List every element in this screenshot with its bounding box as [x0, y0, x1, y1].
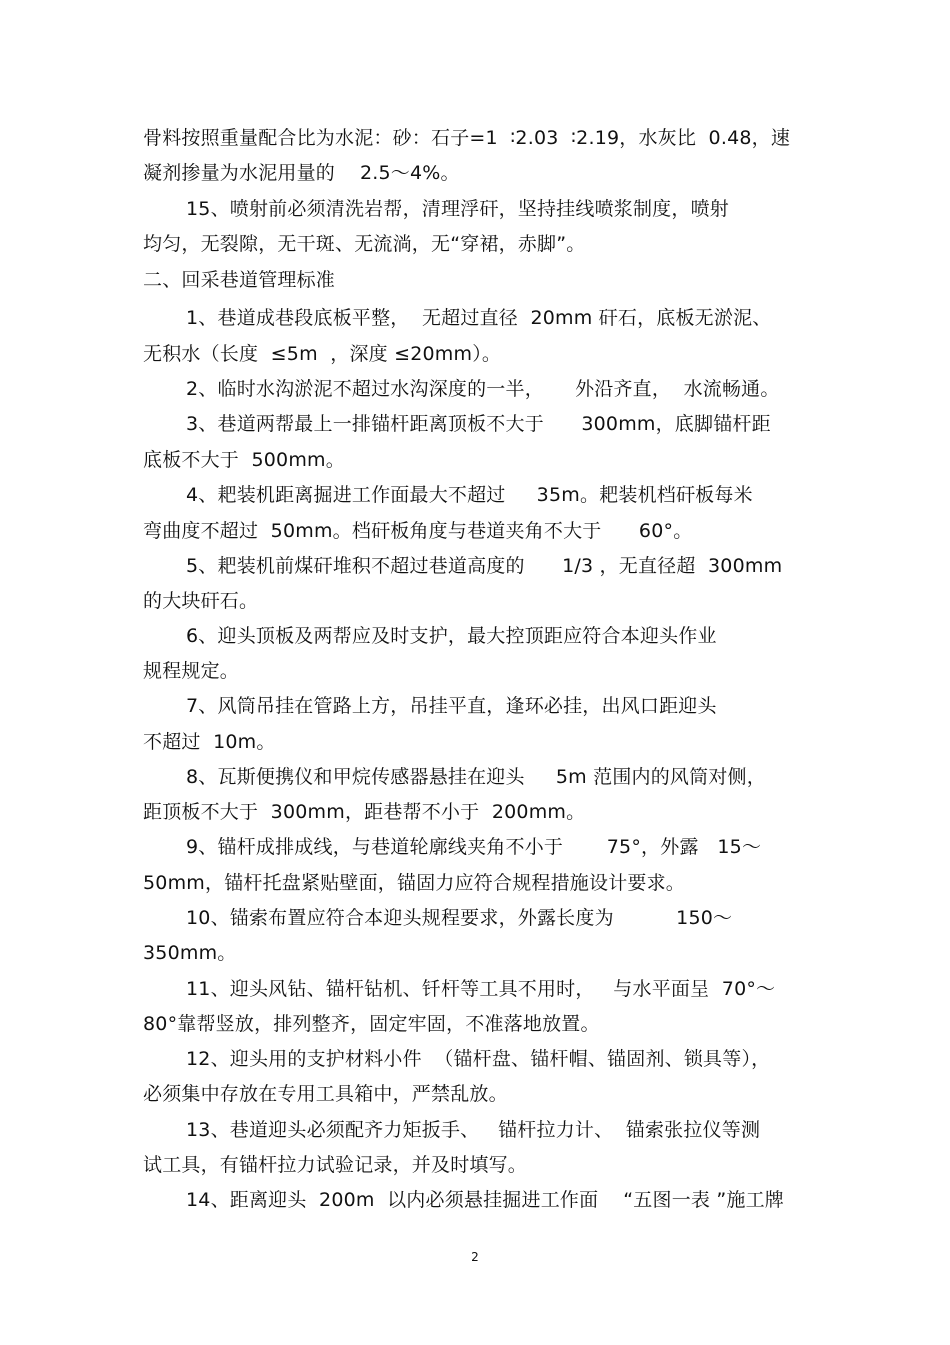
text-line: 350mm。	[143, 942, 237, 964]
text-line: 凝剂掺量为水泥用量的 2.5～4%。	[143, 162, 460, 184]
text-line: 15、喷射前必须清洗岩帮，清理浮矸，坚持挂线喷浆制度，喷射	[186, 198, 729, 220]
text-line: 的大块矸石。	[143, 590, 259, 612]
text-line: 弯曲度不超过 50mm。档矸板角度与巷道夹角不大于 60°。	[143, 520, 693, 542]
text-line: 80°靠帮竖放，排列整齐，固定牢固，不准落地放置。	[143, 1013, 600, 1035]
text-line: 6、迎头顶板及两帮应及时支护，最大控顶距应符合本迎头作业	[186, 625, 717, 647]
text-line: 5、耙装机前煤矸堆积不超过巷道高度的 1/3 ，无直径超 300mm	[186, 555, 783, 577]
text-line: 骨料按照重量配合比为水泥：砂：石子=1 ∶2.03 ∶2.19，水灰比 0.48，速	[143, 127, 791, 149]
text-line: 4、耙装机距离掘进工作面最大不超过 35m。耙装机档矸板每米	[186, 484, 753, 506]
text-line: 14、距离迎头 200m 以内必须悬挂掘进工作面 “五图一表 ”施工牌	[186, 1189, 784, 1211]
text-line: 试工具，有锚杆拉力试验记录，并及时填写。	[143, 1154, 528, 1176]
text-line: 8、瓦斯便携仪和甲烷传感器悬挂在迎头 5m 范围内的风筒对侧，	[186, 766, 766, 788]
text-line: 规程规定。	[143, 660, 240, 682]
text-line: 必须集中存放在专用工具箱中，严禁乱放。	[143, 1083, 508, 1105]
text-line: 不超过 10m。	[143, 731, 276, 753]
text-line: 无积水（长度 ≤5m ，深度 ≤20mm）。	[143, 343, 502, 365]
text-line: 50mm，锚杆托盘紧贴壁面，锚固力应符合规程措施设计要求。	[143, 872, 685, 894]
text-line: 1、巷道成巷段底板平整， 无超过直径 20mm 矸石，底板无淤泥、	[186, 307, 772, 329]
text-line: 11、迎头风钻、锚杆钻机、钎杆等工具不用时， 与水平面呈 70°～	[186, 978, 776, 1000]
text-line: 7、风筒吊挂在管路上方，吊挂平直，逢环必挂，出风口距迎头	[186, 695, 717, 717]
text-line: 距顶板不大于 300mm，距巷帮不小于 200mm。	[143, 801, 586, 823]
section-heading: 二、回采巷道管理标准	[143, 269, 336, 291]
text-line: 13、巷道迎头必须配齐力矩扳手、 锚杆拉力计、 锚索张拉仪等测	[186, 1119, 761, 1141]
text-line: 12、迎头用的支护材料小件 （锚杆盘、锚杆帽、锚固剂、锁具等），	[186, 1048, 771, 1070]
page-number: 2	[471, 1250, 479, 1264]
text-line: 均匀，无裂隙，无干斑、无流淌，无“穿裙，赤脚”。	[143, 233, 586, 255]
text-line: 2、临时水沟淤泥不超过水沟深度的一半， 外沿齐直， 水流畅通。	[186, 378, 780, 400]
text-line: 3、巷道两帮最上一排锚杆距离顶板不大于 300mm，底脚锚杆距	[186, 413, 771, 435]
text-line: 10、锚索布置应符合本迎头规程要求，外露长度为 150～	[186, 907, 733, 929]
text-line: 底板不大于 500mm。	[143, 449, 345, 471]
text-line: 9、锚杆成排成线，与巷道轮廓线夹角不小于 75°，外露 15～	[186, 836, 762, 858]
